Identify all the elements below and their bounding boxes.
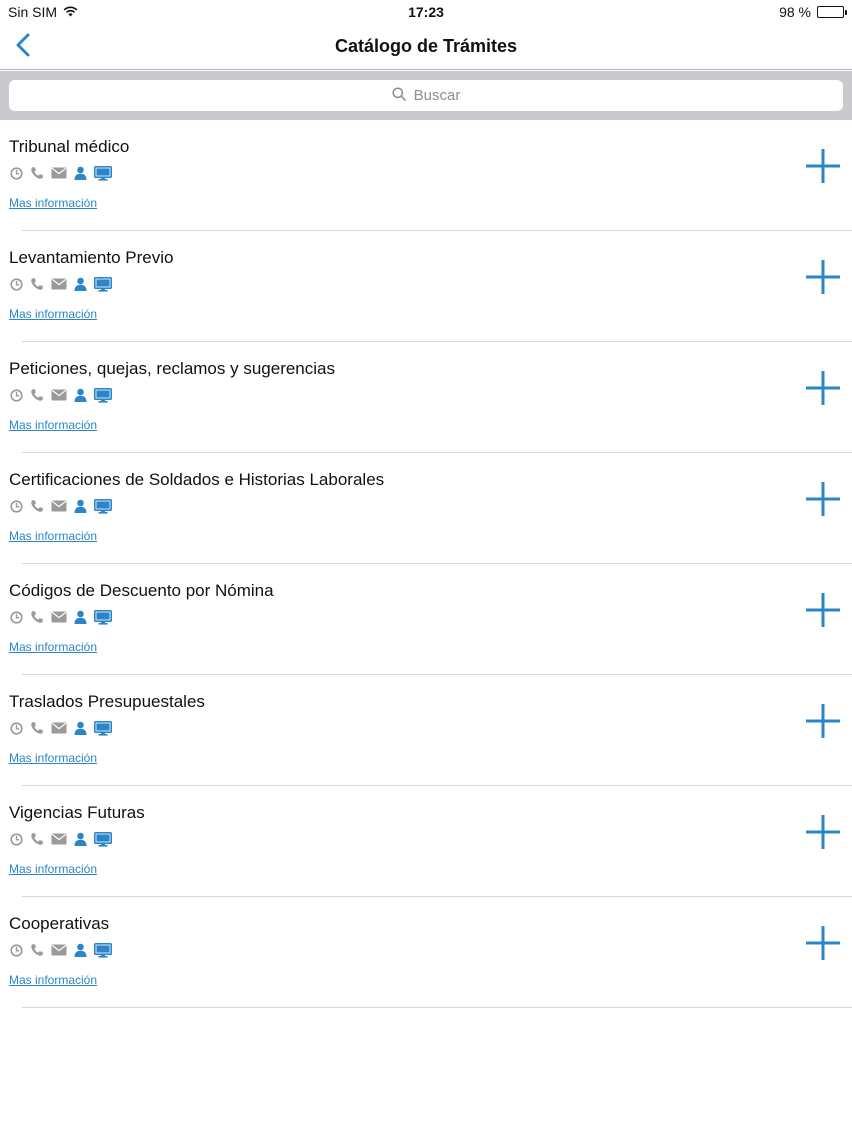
more-info-link[interactable]: Mas información [9,751,98,765]
plus-icon [804,949,842,966]
item-channel-icons [10,387,112,403]
add-button[interactable] [804,813,842,851]
person-icon [74,943,87,957]
add-button[interactable] [804,702,842,740]
list-item-1 [0,120,852,231]
list-item-3 [0,342,852,453]
plus-icon [804,283,842,300]
mail-icon [51,722,67,734]
clock-icon [10,389,23,402]
clock-icon [10,278,23,291]
list-item-6 [0,675,852,786]
mail-icon [51,500,67,512]
mail-icon [51,389,67,401]
item-channel-icons [10,276,112,292]
page-title: Catálogo de Trámites [334,36,518,56]
item-title: Certificaciones de Soldados e Historias Laborales [9,470,385,489]
add-button[interactable] [804,591,842,629]
more-info-link[interactable]: Mas información [9,640,98,654]
more-info-link[interactable]: Mas información [9,973,98,987]
add-button[interactable] [804,480,842,518]
plus-icon [804,394,842,411]
person-icon [74,277,87,291]
plus-icon [804,505,842,522]
person-icon [74,388,87,402]
phone-icon [30,388,44,402]
mail-icon [51,833,67,845]
mail-icon [51,278,67,290]
monitor-icon [94,832,112,847]
monitor-icon [94,388,112,403]
item-title: Vigencias Futuras [9,803,145,822]
more-info-link[interactable]: Mas información [9,418,98,432]
phone-icon [30,166,44,180]
more-info-link[interactable]: Mas información [9,862,98,876]
search-bar [0,71,852,120]
item-channel-icons [10,609,112,625]
monitor-icon [94,499,112,514]
person-icon [74,499,87,513]
phone-icon [30,499,44,513]
carrier-label: Sin SIM [8,4,58,20]
more-info-link[interactable]: Mas información [9,307,98,321]
clock-icon [10,833,23,846]
plus-icon [804,838,842,855]
list-item-5 [0,564,852,675]
person-icon [74,610,87,624]
monitor-icon [94,166,112,181]
person-icon [74,832,87,846]
phone-icon [30,832,44,846]
battery-icon [817,6,844,18]
procedure-list [0,120,852,1008]
list-item-8 [0,897,852,1008]
list-item-4 [0,453,852,564]
item-title: Traslados Presupuestales [9,692,205,711]
monitor-icon [94,721,112,736]
clock-icon [10,944,23,957]
clock-icon [10,500,23,513]
item-channel-icons [10,165,112,181]
clock-icon [10,167,23,180]
monitor-icon [94,943,112,958]
item-title: Tribunal médico [9,137,130,156]
plus-icon [804,172,842,189]
search-placeholder: Buscar [413,87,461,104]
person-icon [74,721,87,735]
plus-icon [804,616,842,633]
item-channel-icons [10,831,112,847]
item-title: Peticiones, quejas, reclamos y sugerencias [9,359,335,378]
mail-icon [51,611,67,623]
item-channel-icons [10,498,112,514]
monitor-icon [94,277,112,292]
item-channel-icons [10,720,112,736]
list-item-2 [0,231,852,342]
status-time: 17:23 [408,4,444,20]
clock-icon [10,722,23,735]
item-title: Levantamiento Previo [9,248,174,267]
plus-icon [804,727,842,744]
mail-icon [51,944,67,956]
more-info-link[interactable]: Mas información [9,196,98,210]
monitor-icon [94,610,112,625]
battery-label: 98 % [779,4,811,20]
add-button[interactable] [804,924,842,962]
person-icon [74,166,87,180]
status-right [779,4,844,20]
phone-icon [30,277,44,291]
search-input[interactable] [9,80,843,111]
item-channel-icons [10,942,112,958]
list-item-7 [0,786,852,897]
add-button[interactable] [804,258,842,296]
item-title: Cooperativas [9,914,110,933]
phone-icon [30,610,44,624]
mail-icon [51,167,67,179]
phone-icon [30,943,44,957]
add-button[interactable] [804,147,842,185]
more-info-link[interactable]: Mas información [9,529,98,543]
nav-bar [0,24,852,70]
add-button[interactable] [804,369,842,407]
phone-icon [30,721,44,735]
search-icon [392,87,406,105]
item-title: Códigos de Descuento por Nómina [9,581,274,600]
clock-icon [10,611,23,624]
status-bar [0,0,852,24]
